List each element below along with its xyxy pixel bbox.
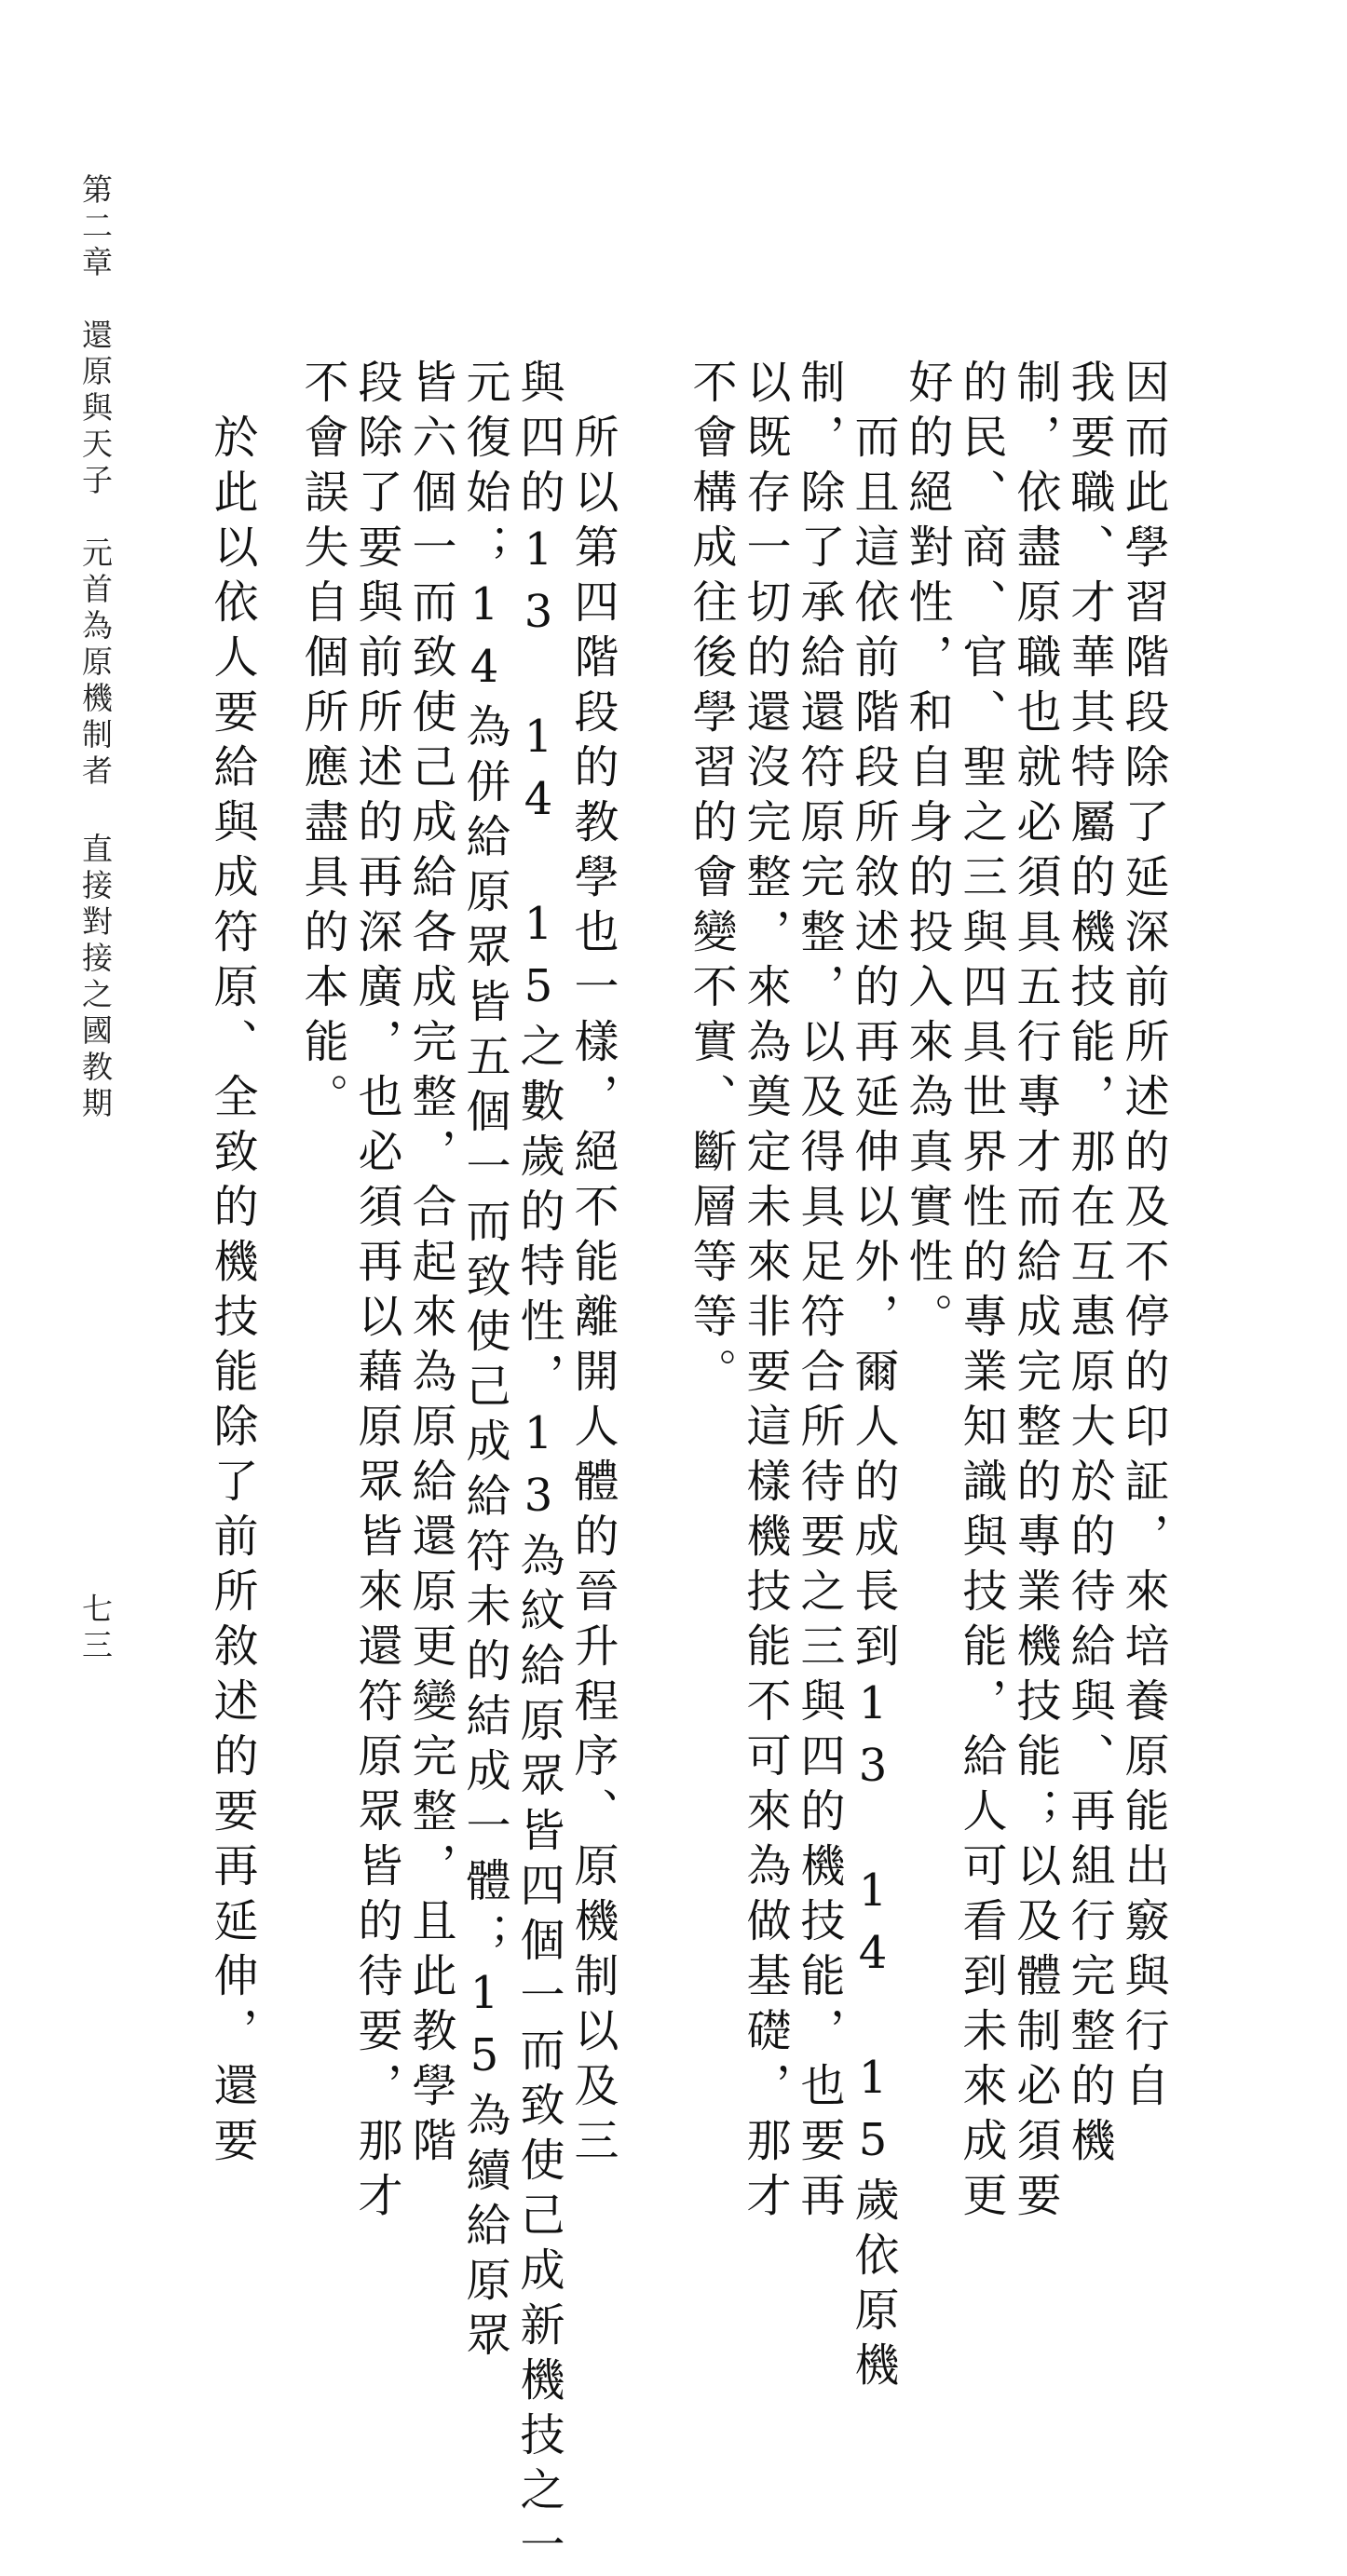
body-line: 段除了要與前所述的再深廣，也必須再以藉原眾皆來還符原眾皆的待要，那才 xyxy=(350,359,402,2227)
body-line: 以既存一切的還沒完整，來為奠定未來非要這樣機技能不可來為做基礎，那才 xyxy=(739,359,791,2227)
body-line: 因而此學習階段除了延深前所述的及不停的印証，來培養原能出竅與行自 xyxy=(1117,359,1169,2117)
body-line: 皆六個一而致使己成給各成完整，合起來為原給還原更變完整，且此教學階 xyxy=(404,359,456,2172)
page-number: 七三 xyxy=(77,1593,114,1665)
body-line: 制，除了承給還符原完整，以及得具足符合所待要之三與四的機技能，也要再 xyxy=(793,359,845,2227)
body-line: 而且這依前階段所敘述的再延伸以外，爾人的成長到13 14 15歲依原機 xyxy=(847,359,899,2396)
body-line: 與四的13 14 15之數歲的特性，13為紋給原眾皆四個一而致使己成新機技之一 xyxy=(512,359,565,2576)
body-line: 於此以依人要給與成符原、全致的機技能除了前所敘述的要再延伸，還要 xyxy=(206,359,258,2172)
body-line: 的民、商、官、聖之三與四具世界性的專業知識與技能，給人可看到未來成更 xyxy=(955,359,1007,2227)
body-line: 所以第四階段的教學也一樣，絕不能離開人體的晉升程序、原機制以及三 xyxy=(566,359,619,2172)
body-line: 不會誤失自個所應盡具的本能。 xyxy=(296,359,348,1128)
body-line: 我要職、才華其特屬的機技能，那在互惠原大於的待給與、再組行完整的機 xyxy=(1063,359,1115,2172)
body-line: 不會構成往後學習的會變不實、斷層等等。 xyxy=(685,359,737,1403)
body-line: 制，依盡原職也就必須具五行專才而給成完整的專業機技能；以及體制必須要 xyxy=(1009,359,1061,2227)
running-header: 第二章 還原與天子 元首為原機制者 直接對接之國教期 xyxy=(77,173,114,1123)
body-line: 元復始；14為併給原眾皆五個一而致使己成給符未的結成一體；15為續給原眾 xyxy=(458,359,510,2366)
body-line: 好的絕對性，和自身的投入來為真實性。 xyxy=(901,359,953,1348)
